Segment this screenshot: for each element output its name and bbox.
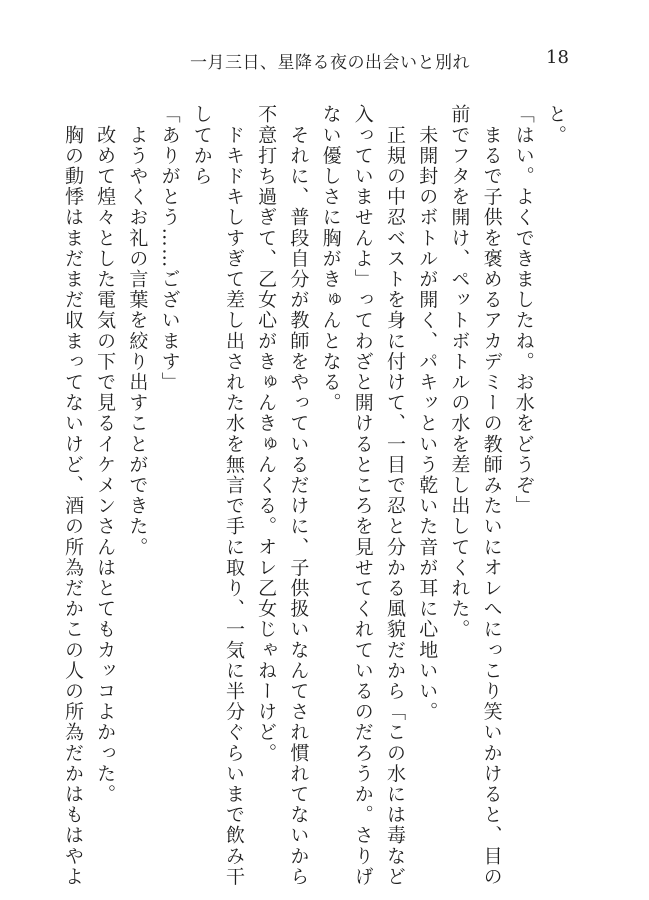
text-line: ようやくお礼の言葉を絞り出すことができた。	[126, 104, 149, 558]
text-line: ドキドキしすぎて差し出された水を無言で手に取り、一気に半分ぐらいまで飲み干	[222, 104, 245, 887]
page-number: 18	[546, 47, 569, 68]
text-line: 入っていませんよ」ってわざと開けるところを見せてくれているのだろうか。さりげ	[351, 104, 374, 887]
text-line: 正規の中忍ベストを身に付けて、一目で忍と分かる風貌だから「この水には毒など	[383, 104, 406, 887]
text-line: 「ありがとう……ございます」	[158, 104, 181, 393]
text-line: まるで子供を褒めるアカデミーの教師みたいにオレへにっこり笑いかけると、目の	[480, 104, 503, 887]
vertical-text-body	[61, 104, 572, 887]
text-line: 不意打ち過ぎて、乙女心がきゅんきゅんくる。オレ乙女じゃねーけど。	[255, 104, 278, 764]
text-line: と。	[545, 104, 567, 146]
text-line: してから	[190, 104, 213, 187]
text-line: ない優しさに胸がきゅんとなる。	[319, 104, 342, 413]
running-title: 一月三日、星降る夜の出会いと別れ	[190, 53, 470, 73]
text-line: 改めて煌々とした電気の下で見るイケメンさんはとてもカッコよかった。	[94, 104, 117, 805]
text-line: 未開封のボトルが開く、パキッという乾いた音が耳に心地いい。	[416, 104, 439, 722]
text-line: 胸の動悸はまだまだ収まってないけど、酒の所為だかこの人の所為だかはもはやよ	[61, 104, 84, 887]
text-line: 前でフタを開け、ペットボトルの水を差し出してくれた。	[448, 104, 471, 640]
text-line: それに、普段自分が教師をやっているだけに、子供扱いなんてされ慣れてないから	[287, 104, 310, 887]
text-line: 「はい。よくできましたね。お水をどうぞ」	[512, 104, 535, 516]
